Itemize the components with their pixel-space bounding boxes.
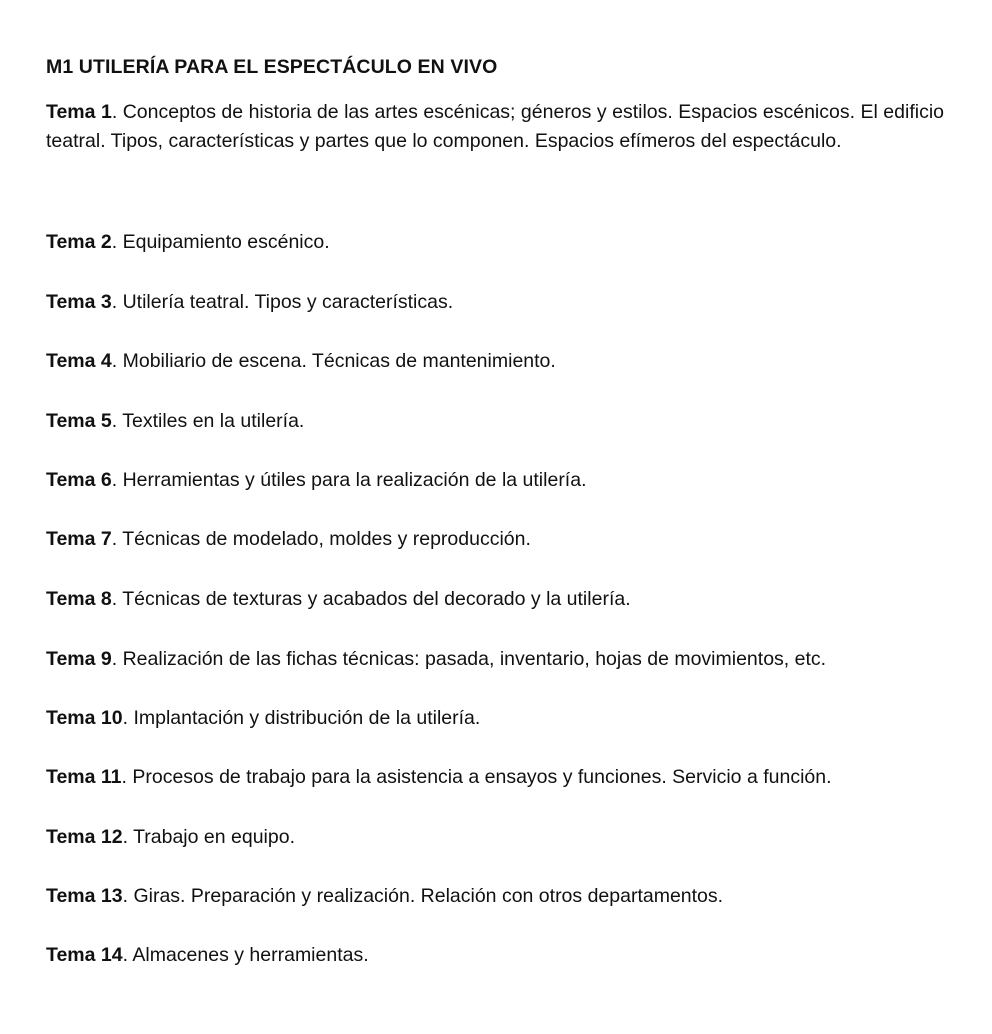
topic-4 — [46, 347, 944, 376]
topic-label: Tema 3 — [46, 291, 112, 313]
topic-label: Tema 2 — [46, 231, 112, 253]
topic-text: . Realización de las fichas técnicas: pasada, inventario, hojas de movimientos, etc. — [111, 648, 827, 670]
topic-2 — [46, 228, 944, 257]
topic-label: Tema 8 — [46, 588, 112, 610]
topic-text: . Técnicas de modelado, moldes y reproducción. — [111, 528, 531, 550]
topic-text: . Mobiliario de escena. Técnicas de mantenimiento. — [111, 350, 556, 372]
topic-6 — [46, 466, 944, 495]
topic-text: . Técnicas de texturas y acabados del decorado y la utilería. — [111, 588, 631, 610]
topic-label: Tema 9 — [46, 648, 112, 670]
topic-8 — [46, 585, 944, 614]
topic-label: Tema 11 — [46, 766, 122, 788]
topic-7 — [46, 525, 944, 554]
topic-text: . Procesos de trabajo para la asistencia a ensayos y funciones. Servicio a función. — [121, 766, 832, 788]
topic-text: . Equipamiento escénico. — [111, 231, 330, 253]
topic-text: . Implantación y distribución de la utilería. — [122, 707, 481, 729]
topic-10 — [46, 704, 944, 733]
topic-text: . Conceptos de historia de las artes escénicas; géneros y estilos. Espacios escénicos. El edificio teatral. Tipos, características y partes que lo componen. Espacios efímeros del espectáculo. — [46, 101, 944, 152]
topic-1 — [46, 98, 944, 156]
topic-text: . Almacenes y herramientas. — [122, 944, 369, 966]
topic-text: . Herramientas y útiles para la realización de la utilería. — [111, 469, 587, 491]
topic-11 — [46, 763, 944, 792]
topic-label: Tema 6 — [46, 469, 112, 491]
topic-text: . Giras. Preparación y realización. Relación con otros departamentos. — [122, 885, 724, 907]
topic-label: Tema 7 — [46, 528, 112, 550]
topic-14 — [46, 941, 944, 970]
topic-12 — [46, 823, 944, 852]
topic-label: Tema 12 — [46, 826, 123, 848]
topic-label: Tema 1 — [46, 101, 112, 123]
topic-5 — [46, 407, 944, 436]
topic-text: . Textiles en la utilería. — [111, 410, 305, 432]
topic-label: Tema 10 — [46, 707, 123, 729]
topic-text: . Trabajo en equipo. — [122, 826, 295, 848]
topic-label: Tema 4 — [46, 350, 112, 372]
topic-label: Tema 13 — [46, 885, 123, 907]
document-title: M1 UTILERÍA PARA EL ESPECTÁCULO EN VIVO — [46, 56, 498, 78]
topic-13 — [46, 882, 944, 911]
topic-label: Tema 14 — [46, 944, 123, 966]
topic-9 — [46, 645, 944, 674]
topic-label: Tema 5 — [46, 410, 112, 432]
topic-text: . Utilería teatral. Tipos y características. — [111, 291, 454, 313]
topic-3 — [46, 288, 944, 317]
